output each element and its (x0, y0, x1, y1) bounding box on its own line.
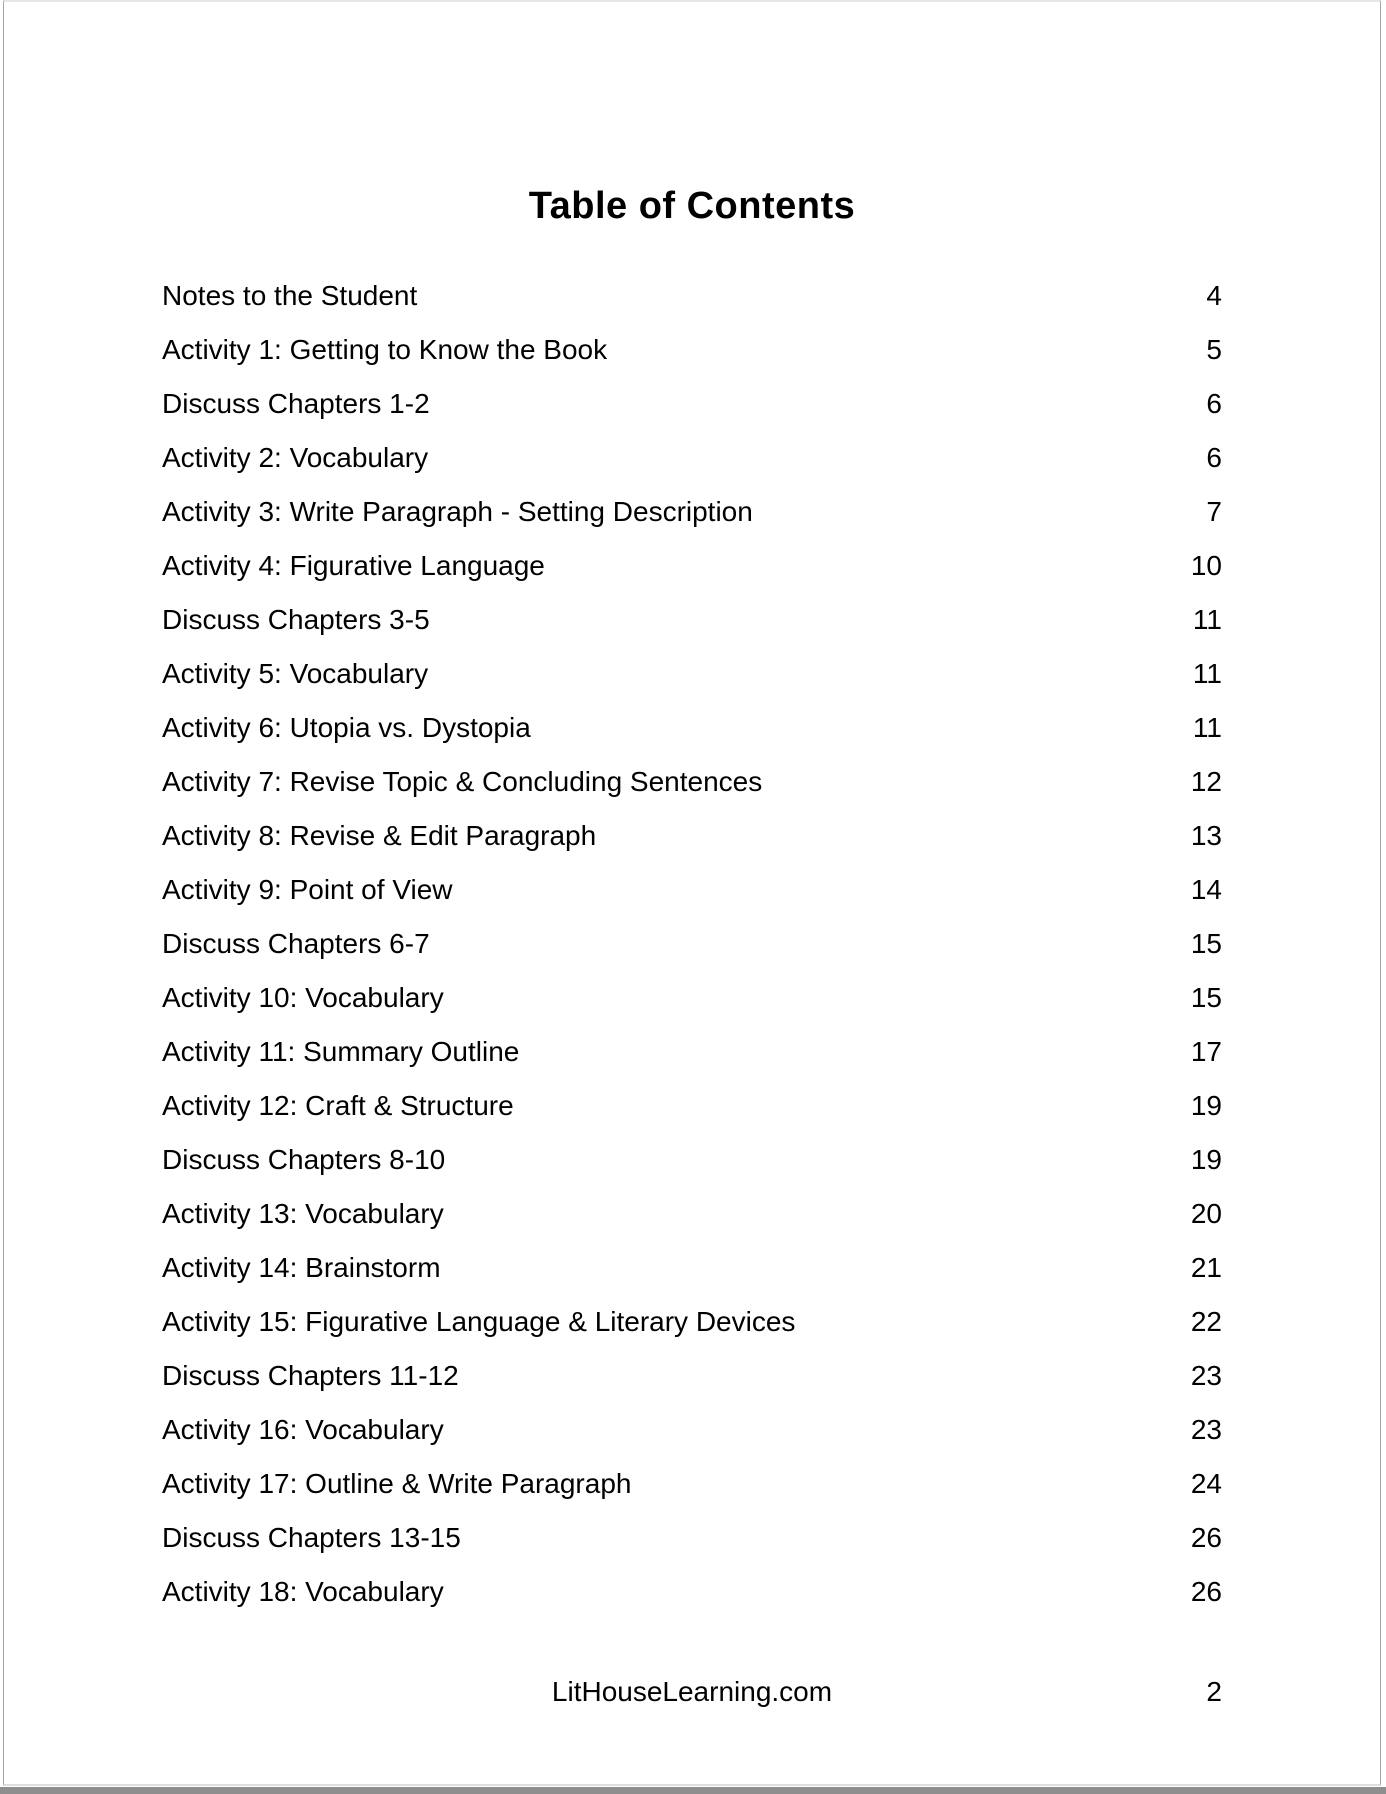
toc-entry-label: Activity 7: Revise Topic & Concluding Sentences (162, 766, 763, 797)
toc-entry-page: 17 (1190, 1036, 1222, 1067)
toc-entry-page: 14 (1190, 874, 1222, 905)
toc-row (162, 809, 1222, 863)
toc-entry-page: 15 (1190, 928, 1222, 959)
page-edge-bar (0, 1787, 1386, 1794)
toc-entry-page: 6 (1206, 388, 1222, 419)
toc-entry-label: Activity 14: Brainstorm (162, 1252, 441, 1283)
toc-row (162, 1349, 1222, 1403)
toc-entry-label: Activity 11: Summary Outline (162, 1036, 520, 1067)
toc-row (162, 323, 1222, 377)
page-title: Table of Contents (528, 185, 856, 228)
toc-row (162, 269, 1222, 323)
toc-entry-page: 12 (1190, 766, 1222, 797)
toc-entry-label: Activity 12: Craft & Structure (162, 1090, 514, 1121)
toc-entry-label: Activity 1: Getting to Know the Book (162, 334, 608, 365)
toc-entry-page: 6 (1206, 442, 1222, 473)
toc-entry-label: Discuss Chapters 13-15 (162, 1522, 461, 1553)
toc-entry-page: 11 (1192, 712, 1222, 743)
toc-row (162, 1565, 1222, 1619)
toc-row (162, 863, 1222, 917)
toc-entry-label: Notes to the Student (162, 280, 418, 311)
footer-site-text: LitHouseLearning.com (551, 1676, 833, 1707)
toc-row (162, 917, 1222, 971)
toc-row (162, 755, 1222, 809)
toc-entry-page: 15 (1190, 982, 1222, 1013)
toc-entry-page: 21 (1190, 1252, 1222, 1283)
toc-entry-label: Activity 3: Write Paragraph - Setting Description (162, 496, 753, 527)
toc-entry-page: 4 (1206, 280, 1222, 311)
toc-row (162, 377, 1222, 431)
toc-entry-page: 19 (1190, 1090, 1222, 1121)
toc-row (162, 971, 1222, 1025)
toc-entry-label: Activity 9: Point of View (162, 874, 453, 905)
toc-entry-page: 26 (1190, 1522, 1222, 1553)
toc-entry-page: 11 (1192, 604, 1222, 635)
toc-row (162, 1079, 1222, 1133)
toc-entry-label: Activity 15: Figurative Language & Literary Devices (162, 1306, 796, 1337)
toc-list (162, 269, 1222, 1619)
toc-entry-label: Activity 2: Vocabulary (162, 442, 429, 473)
toc-entry-page: 20 (1190, 1198, 1222, 1229)
toc-entry-page: 23 (1190, 1414, 1222, 1445)
toc-entry-page: 13 (1190, 820, 1222, 851)
toc-entry-page: 11 (1192, 658, 1222, 689)
page-footer (162, 1672, 1222, 1712)
toc-row (162, 485, 1222, 539)
toc-row (162, 1133, 1222, 1187)
toc-row (162, 647, 1222, 701)
toc-entry-page: 24 (1190, 1468, 1222, 1499)
toc-entry-label: Activity 18: Vocabulary (162, 1576, 444, 1607)
toc-entry-label: Discuss Chapters 8-10 (162, 1144, 446, 1175)
toc-entry-page: 19 (1190, 1144, 1222, 1175)
toc-row (162, 539, 1222, 593)
toc-row (162, 593, 1222, 647)
toc-row (162, 701, 1222, 755)
toc-entry-page: 5 (1206, 334, 1222, 365)
document-page (3, 0, 1381, 1786)
toc-entry-page: 22 (1190, 1306, 1222, 1337)
toc-entry-label: Discuss Chapters 6-7 (162, 928, 430, 959)
toc-entry-label: Activity 6: Utopia vs. Dystopia (162, 712, 531, 743)
toc-row (162, 431, 1222, 485)
toc-row (162, 1403, 1222, 1457)
toc-entry-label: Discuss Chapters 11-12 (162, 1360, 459, 1391)
toc-entry-label: Activity 5: Vocabulary (162, 658, 429, 689)
toc-row (162, 1241, 1222, 1295)
toc-entry-label: Activity 16: Vocabulary (162, 1414, 444, 1445)
toc-row (162, 1187, 1222, 1241)
toc-entry-label: Activity 4: Figurative Language (162, 550, 545, 581)
toc-entry-page: 10 (1190, 550, 1222, 581)
toc-row (162, 1025, 1222, 1079)
toc-entry-page: 23 (1190, 1360, 1222, 1391)
toc-row (162, 1457, 1222, 1511)
toc-entry-page: 26 (1190, 1576, 1222, 1607)
toc-row (162, 1295, 1222, 1349)
footer-page-number: 2 (1206, 1676, 1222, 1707)
toc-entry-label: Activity 8: Revise & Edit Paragraph (162, 820, 597, 851)
toc-entry-label: Activity 13: Vocabulary (162, 1198, 444, 1229)
toc-entry-label: Activity 10: Vocabulary (162, 982, 444, 1013)
toc-entry-label: Discuss Chapters 1-2 (162, 388, 430, 419)
toc-entry-label: Discuss Chapters 3-5 (162, 604, 430, 635)
toc-entry-page: 7 (1206, 496, 1222, 527)
toc-row (162, 1511, 1222, 1565)
toc-entry-label: Activity 17: Outline & Write Paragraph (162, 1468, 632, 1499)
